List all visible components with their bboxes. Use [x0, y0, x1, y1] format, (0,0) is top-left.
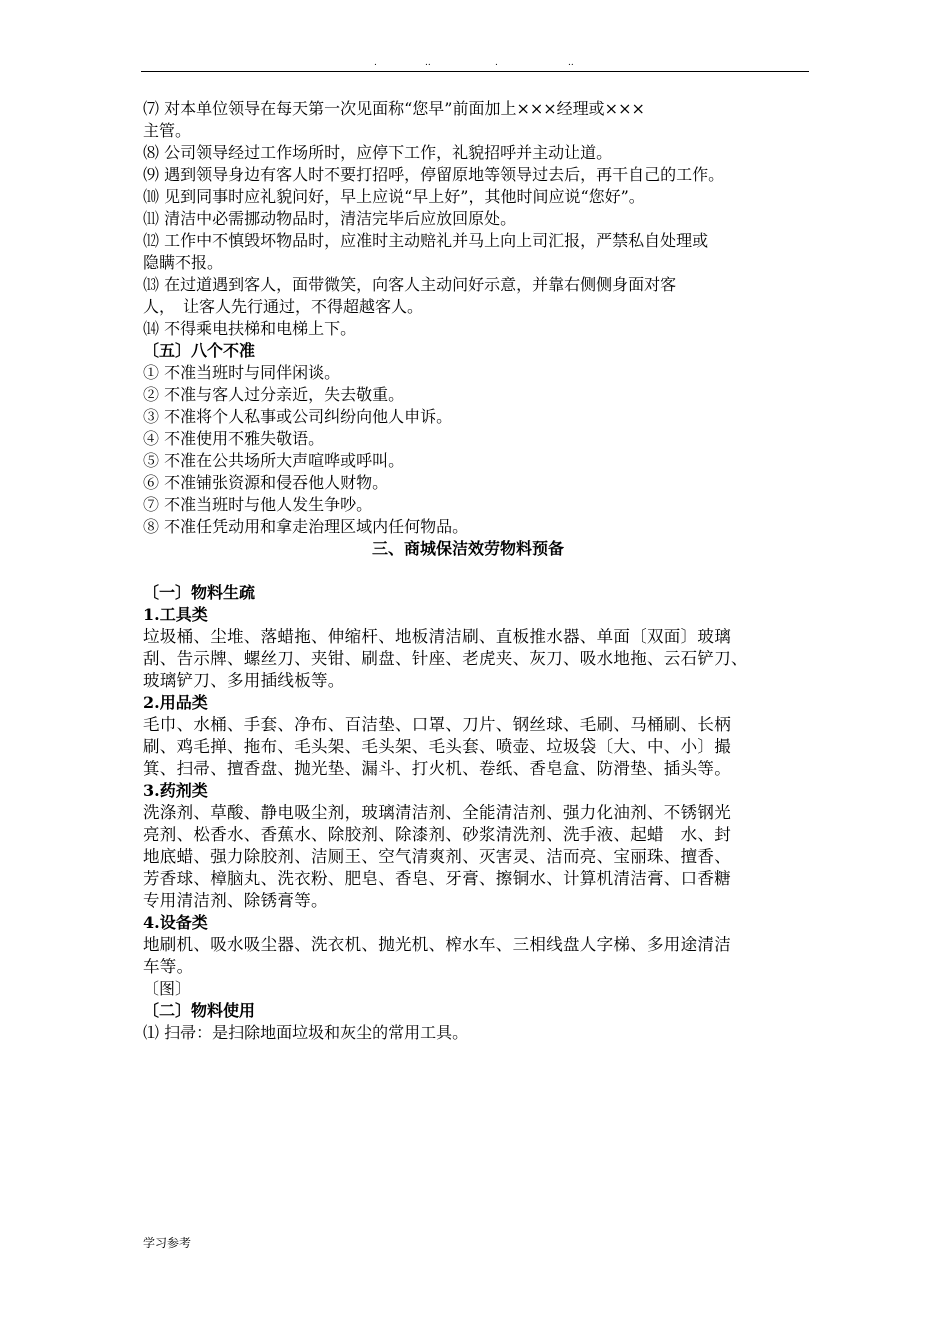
eight-rules-heading: 〔五〕八个不准 [143, 341, 256, 360]
eight-rule-item: ⑦ 不准当班时与他人发生争吵。 [143, 495, 373, 514]
eight-rule-item: ② 不准与客人过分亲近，失去敬重。 [143, 385, 405, 404]
rule-line: ⑾ 清洁中必需挪动物品时，清洁完毕后应放回原处。 [143, 209, 517, 228]
header-mark: . [495, 58, 498, 68]
supplies-line: 刷、鸡毛掸、拖布、毛头架、毛头架、毛头套、喷壶、垃圾袋〔大、中、小〕撮 [143, 737, 731, 756]
eight-rule-item: ④ 不准使用不雅失敬语。 [143, 429, 325, 448]
section-title: 三、商城保洁效劳物料预备 [371, 539, 564, 558]
eight-rules-list [143, 362, 833, 538]
rule-line: ⑻ 公司领导经过工作场所时，应停下工作，礼貌招呼并主动让道。 [143, 143, 613, 162]
chemicals-heading: 3.药剂类 [143, 781, 208, 800]
rule-line: 隐瞒不报。 [143, 253, 224, 272]
eight-rule-item: ⑥ 不准铺张资源和侵吞他人财物。 [143, 473, 389, 492]
header-rule [141, 71, 809, 72]
equipment-line: 地刷机、吸水吸尘器、洗衣机、抛光机、榨水车、三相线盘人字梯、多用途清洁 [143, 935, 731, 954]
supplies-heading: 2.用品类 [143, 693, 208, 712]
spacer [143, 560, 833, 582]
header-mark: . [374, 58, 377, 68]
supplies-line: 箕、扫帚、擅香盘、抛光垫、漏斗、打火机、卷纸、香皂盒、防滑垫、插头等。 [143, 759, 731, 778]
eight-rule-item: ⑧ 不准任凭动用和拿走治理区域内任何物品。 [143, 517, 469, 536]
supplies-line: 毛巾、水桶、手套、净布、百洁垫、口罩、刀片、钢丝球、毛刷、马桶刷、长柄 [143, 715, 731, 734]
eight-rule-item: ③ 不准将个人私事或公司纠纷向他人申诉。 [143, 407, 453, 426]
rule-line: ⑼ 遇到领导身边有客人时不要打招呼，停留原地等领导过去后，再干自己的工作。 [143, 165, 725, 184]
chemicals-line: 地底蜡、强力除胶剂、洁厕王、空气清爽剂、灭害灵、洁而亮、宝丽珠、擅香、 [143, 847, 731, 866]
chemicals-line: 专用清洁剂、除锈膏等。 [143, 891, 328, 910]
tools-line: 刮、告示牌、螺丝刀、夹钳、刷盘、针座、老虎夹、灰刀、吸水地拖、云石铲刀、 [143, 649, 748, 668]
rule-line: 人， 让客人先行通过，不得超越客人。 [143, 297, 424, 316]
eight-rule-item: ⑤ 不准在公共场所大声喧哗或呼叫。 [143, 451, 405, 470]
rule-line: ⑽ 见到同事时应礼貌问好，早上应说“早上好”，其他时间应说“您好”。 [143, 187, 645, 206]
chemicals-line: 洗涤剂、草酸、静电吸尘剂，玻璃清洁剂、全能清洁剂、强力化油剂、不锈钢光 [143, 803, 731, 822]
rule-line: ⒁ 不得乘电扶梯和电梯上下。 [143, 319, 357, 338]
figure-note: 〔图〕 [143, 979, 192, 998]
rule-line: 主管。 [143, 121, 192, 140]
document-body [143, 98, 833, 1044]
chemicals-line: 亮剂、松香水、香蕉水、除胶剂、除漆剂、砂浆清洗剂、洗手液、起蜡 水、封 [143, 825, 731, 844]
chemicals-line: 芳香球、樟脑丸、洗衣粉、肥皂、香皂、牙膏、擦铜水、计算机清洁膏、口香糖 [143, 869, 731, 888]
tools-line: 垃圾桶、尘堆、落蜡拖、伸缩杆、地板清洁刷、直板推水器、单面〔双面〕玻璃 [143, 627, 731, 646]
header-mark: .. [568, 58, 574, 68]
tools-heading: 1.工具类 [143, 605, 208, 624]
rule-line: ⒀ 在过道遇到客人，面带微笑，向客人主动问好示意，并靠右侧侧身面对客 [143, 275, 677, 294]
usage-line: ⑴ 扫帚：是扫除地面垃圾和灰尘的常用工具。 [143, 1023, 469, 1042]
usage-heading: 〔二〕物料使用 [143, 1001, 256, 1020]
page-footer: 学习参考 [143, 1236, 192, 1250]
rule-line: ⑿ 工作中不慎毁坏物品时，应准时主动赔礼并马上向上司汇报，严禁私自处理或 [143, 231, 709, 250]
header-mark: .. [425, 58, 431, 68]
eight-rule-item: ① 不准当班时与同伴闲谈。 [143, 363, 341, 382]
equipment-heading: 4.设备类 [143, 913, 208, 932]
equipment-line: 车等。 [143, 957, 194, 976]
conduct-rules-list [143, 98, 833, 340]
materials-heading: 〔一〕物料生疏 [143, 583, 256, 602]
rule-line: ⑺ 对本单位领导在每天第一次见面称“您早”前面加上×××经理或××× [143, 99, 645, 118]
tools-line: 玻璃铲刀、多用插线板等。 [143, 671, 345, 690]
